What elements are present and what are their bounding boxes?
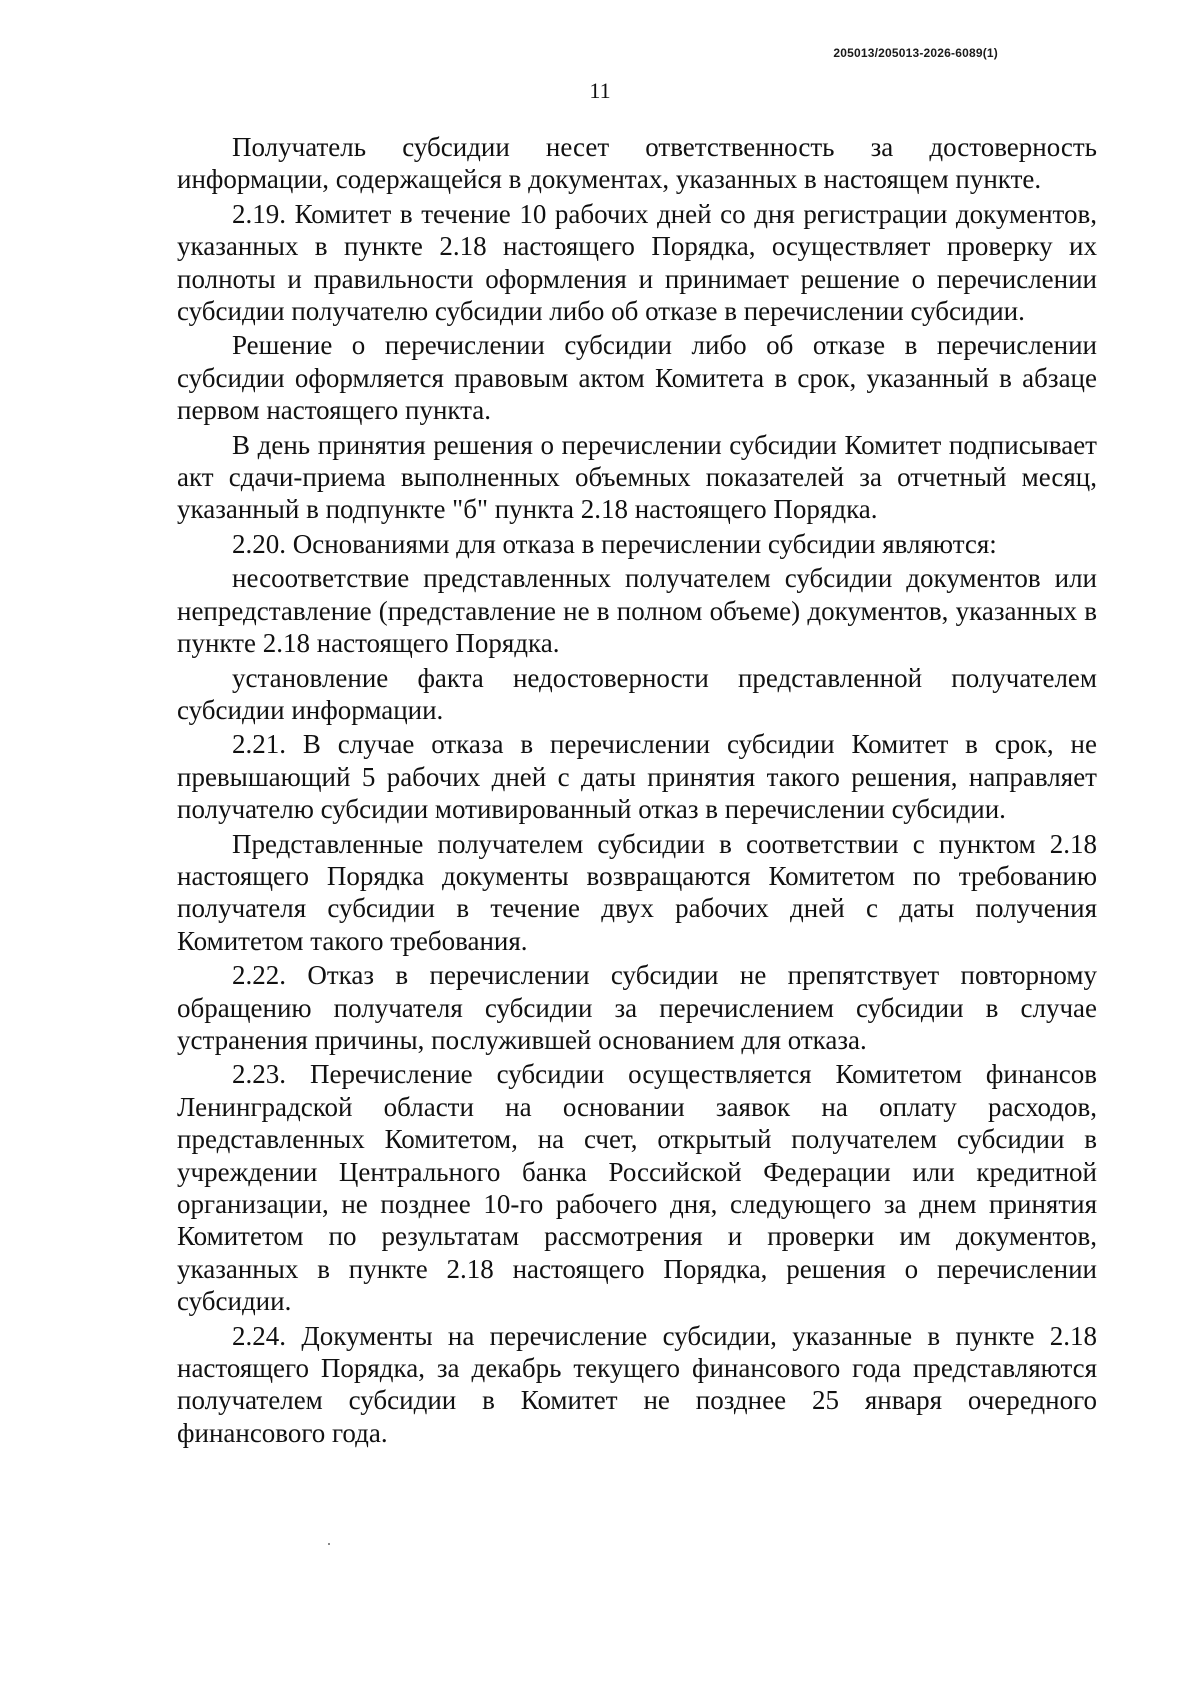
paragraph-2-21: 2.21. В случае отказа в перечислении субсидии Комитет в срок, не превышающий 5 рабочих дней с даты принятия такого решения, направляет получателю субсидии мотивированный отказ в перечислении субсидии. bbox=[177, 729, 1097, 825]
paragraph-refusal-ground-information: установление факта недостоверности представленной получателем субсидии информации. bbox=[177, 662, 1097, 725]
paragraph-2-23: 2.23. Перечисление субсидии осуществляется Комитетом финансов Ленинградской области на основании заявок на оплату расходов, представленных Комитетом, на счет, открытый получателем субсидии в учреждении Центрального банка Российской Федерации или кредитной организации, не позднее 10-го рабочего дня, следующего за днем принятия Комитетом по результатам рассмотрения и проверки им документов, указанных в пункте 2.18 настоящего Порядка, решения о перечислении субсидии. bbox=[177, 1059, 1097, 1317]
paragraph-recipient-responsibility: Получатель субсидии несет ответственность за достоверность информации, содержащейся в документах, указанных в настоящем пункте. bbox=[177, 132, 1097, 195]
scan-speck bbox=[328, 1543, 330, 1545]
paragraph-refusal-ground-documents: несоответствие представленных получателем субсидии документов или непредставление (представление не в полном объеме) документов, указанных в пункте 2.18 настоящего Порядка. bbox=[177, 563, 1097, 659]
paragraph-documents-return: Представленные получателем субсидии в соответствии с пунктом 2.18 настоящего Порядка документы возвращаются Комитетом по требованию получателя субсидии в течение двух рабочих дней с даты получения Комитетом такого требования. bbox=[177, 828, 1097, 956]
paragraph-2-20: 2.20. Основаниями для отказа в перечислении субсидии являются: bbox=[232, 528, 997, 559]
paragraph-decision-form: Решение о перечислении субсидии либо об отказе в перечислении субсидии оформляется правовым актом Комитета в срок, указанный в абзаце первом настоящего пункта. bbox=[177, 330, 1097, 426]
paragraph-2-22: 2.22. Отказ в перечислении субсидии не препятствует повторному обращению получателя субсидии за перечислением субсидии в случае устранения причины, послужившей основанием для отказа. bbox=[177, 960, 1097, 1055]
paragraph-2-19: 2.19. Комитет в течение 10 рабочих дней со дня регистрации документов, указанных в пункте 2.18 настоящего Порядка, осуществляет проверку их полноты и правильности оформления и принимает решение о перечислении субсидии получателю субсидии либо об отказе в перечислении субсидии. bbox=[177, 198, 1097, 327]
document-id: 205013/205013-2026-6089(1) bbox=[833, 46, 998, 60]
paragraph-2-24: 2.24. Документы на перечисление субсидии, указанные в пункте 2.18 настоящего Порядка, за декабрь текущего финансового года представляются получателем субсидии в Комитет не позднее 25 января очередного финансового года. bbox=[177, 1320, 1097, 1448]
paragraph-act-signing: В день принятия решения о перечислении субсидии Комитет подписывает акт сдачи-приема выполненных объемных показателей за отчетный месяц, указанный в подпункте "б" пункта 2.18 настоящего Порядка. bbox=[177, 429, 1097, 525]
document-body bbox=[177, 131, 1097, 1449]
page-number: 11 bbox=[589, 78, 611, 103]
